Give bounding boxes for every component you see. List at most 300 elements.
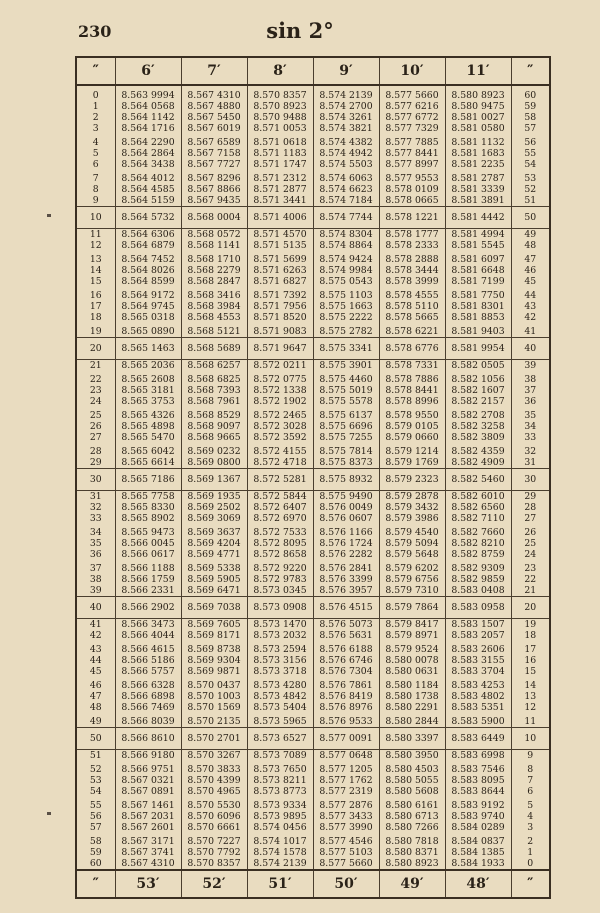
log-sine-value: 8.582 9859 [445,574,511,585]
log-sine-value: 8.567 1461 [115,797,181,811]
log-sine-value: 8.568 1710 [181,251,247,265]
log-sine-value: 8.571 9647 [247,338,313,360]
second-left-label: 0 [76,90,115,101]
log-sine-value: 8.582 1056 [445,371,511,385]
log-sine-value: 8.570 7792 [181,847,247,858]
second-left-label: 4 [76,134,115,148]
second-left-label: 45 [76,666,115,677]
log-sine-value: 8.580 6713 [379,811,445,822]
table-row [76,677,550,691]
log-sine-value: 8.569 9871 [181,666,247,677]
log-sine-value: 8.578 1221 [379,207,445,229]
footer-row [76,870,550,898]
log-sine-value: 8.573 2032 [247,630,313,641]
log-sine-value: 8.578 2888 [379,251,445,265]
header-col-6: 6′ [115,57,181,85]
log-sine-value: 8.584 0289 [445,822,511,833]
log-sine-value: 8.572 9783 [247,574,313,585]
second-right-label: 29 [511,491,550,503]
log-sine-value: 8.569 0800 [181,457,247,469]
log-sine-value: 8.572 8095 [247,538,313,549]
log-sine-value: 8.571 5135 [247,240,313,251]
log-sine-value: 8.572 7533 [247,524,313,538]
log-sine-value: 8.568 2279 [181,265,247,276]
log-sine-value: 8.582 2157 [445,396,511,407]
log-sine-value: 8.570 2135 [181,713,247,728]
log-sine-value: 8.575 3901 [313,360,379,372]
log-sine-value: 8.573 9895 [247,811,313,822]
log-sine-value: 8.568 0004 [181,207,247,229]
log-sine-value: 8.572 4155 [247,443,313,457]
table-row [76,728,550,750]
log-sine-value: 8.583 0408 [445,585,511,597]
log-sine-value: 8.584 0837 [445,833,511,847]
log-sine-value: 8.577 6216 [379,101,445,112]
log-sine-value: 8.568 2847 [181,276,247,287]
log-sine-value: 8.570 8357 [181,858,247,870]
second-right-label: 43 [511,301,550,312]
log-sine-value: 8.574 6623 [313,184,379,195]
log-sine-value: 8.571 6263 [247,265,313,276]
log-sine-value: 8.574 2139 [247,858,313,870]
log-sine-value: 8.565 8330 [115,502,181,513]
second-right-label: 44 [511,287,550,301]
log-sine-value: 8.578 1777 [379,229,445,241]
log-sine-value: 8.583 1507 [445,619,511,631]
log-sine-value: 8.572 6407 [247,502,313,513]
table-row [76,265,550,276]
second-left-label: 24 [76,396,115,407]
log-sine-value: 8.566 8610 [115,728,181,750]
page-title: sin 2° [266,18,334,43]
log-sine-value: 8.574 8864 [313,240,379,251]
second-right-label: 38 [511,371,550,385]
log-sine-value: 8.581 9403 [445,323,511,338]
table-row [76,655,550,666]
log-sine-value: 8.566 8039 [115,713,181,728]
log-sine-value: 8.583 0958 [445,597,511,619]
second-right-label: 18 [511,630,550,641]
log-sine-value: 8.566 2902 [115,597,181,619]
page-number: 230 [78,22,112,41]
header-col-11: 11′ [445,57,511,85]
log-sine-value: 8.580 5055 [379,775,445,786]
log-sine-value: 8.569 9304 [181,655,247,666]
log-sine-value: 8.583 5900 [445,713,511,728]
log-sine-value: 8.582 9309 [445,560,511,574]
log-sine-value: 8.582 4909 [445,457,511,469]
log-sine-value: 8.582 6560 [445,502,511,513]
log-sine-value: 8.567 3741 [115,847,181,858]
log-sine-value: 8.573 4842 [247,691,313,702]
log-sine-value: 8.570 8923 [247,101,313,112]
log-sine-value: 8.565 3181 [115,385,181,396]
log-sine-value: 8.580 3397 [379,728,445,750]
log-sine-value: 8.579 3432 [379,502,445,513]
log-sine-value: 8.570 4399 [181,775,247,786]
second-right-label: 26 [511,524,550,538]
log-sine-value: 8.578 3444 [379,265,445,276]
log-sine-value: 8.583 9192 [445,797,511,811]
log-sine-value: 8.567 2601 [115,822,181,833]
log-sine-value: 8.567 7727 [181,159,247,170]
log-sine-value: 8.569 7605 [181,619,247,631]
log-sine-value: 8.580 8923 [445,90,511,101]
log-sine-value: 8.581 6648 [445,265,511,276]
log-sine-value: 8.565 9473 [115,524,181,538]
second-left-label: 56 [76,811,115,822]
log-sine-value: 8.577 5103 [313,847,379,858]
log-sine-value: 8.582 6010 [445,491,511,503]
log-sine-value: 8.573 0908 [247,597,313,619]
log-sine-value: 8.567 3171 [115,833,181,847]
log-sine-value: 8.579 7310 [379,585,445,597]
second-left-label: 52 [76,761,115,775]
second-left-label: 2 [76,112,115,123]
log-sine-value: 8.582 1607 [445,385,511,396]
log-sine-value: 8.568 6825 [181,371,247,385]
second-left-label: 12 [76,240,115,251]
log-sine-value: 8.570 1003 [181,691,247,702]
log-sine-value: 8.574 2139 [313,90,379,101]
log-sine-value: 8.581 2235 [445,159,511,170]
table-row [76,195,550,207]
second-right-label: 56 [511,134,550,148]
log-sine-value: 8.575 0543 [313,276,379,287]
table-row [76,301,550,312]
table-row [76,360,550,372]
log-sine-value: 8.571 8520 [247,312,313,323]
second-right-label: 6 [511,786,550,797]
log-sine-value: 8.572 0211 [247,360,313,372]
log-sine-value: 8.574 7184 [313,195,379,207]
second-right-label: 24 [511,549,550,560]
second-right-label: 39 [511,360,550,372]
log-sine-value: 8.568 5689 [181,338,247,360]
log-sine-value: 8.580 1184 [379,677,445,691]
table-row [76,170,550,184]
log-sine-value: 8.575 8932 [313,469,379,491]
second-right-label: 17 [511,641,550,655]
second-right-label: 12 [511,702,550,713]
second-right-label: 47 [511,251,550,265]
log-sine-value: 8.569 4204 [181,538,247,549]
log-sine-value: 8.572 9220 [247,560,313,574]
second-right-label: 51 [511,195,550,207]
second-left-label: 54 [76,786,115,797]
second-left-label: 30 [76,469,115,491]
table-row [76,134,550,148]
log-sine-value: 8.571 1183 [247,148,313,159]
log-sine-value: 8.577 0091 [313,728,379,750]
second-right-label: 21 [511,585,550,597]
table-row [76,312,550,323]
second-right-label: 55 [511,148,550,159]
log-sine-value: 8.568 0572 [181,229,247,241]
log-sine-value: 8.575 8373 [313,457,379,469]
log-sine-value: 8.567 6589 [181,134,247,148]
log-sine-value: 8.579 2878 [379,491,445,503]
second-right-label: 27 [511,513,550,524]
header-col-9: 9′ [313,57,379,85]
log-sine-value: 8.579 0105 [379,421,445,432]
second-left-label: 31 [76,491,115,503]
table-row [76,457,550,469]
log-sine-value: 8.564 2290 [115,134,181,148]
footer-col-53: 53′ [115,870,181,898]
log-sine-value: 8.578 8996 [379,396,445,407]
log-sine-value: 8.574 2700 [313,101,379,112]
second-right-label: 25 [511,538,550,549]
table-row [76,432,550,443]
log-sine-value: 8.572 5844 [247,491,313,503]
log-sine-value: 8.566 6328 [115,677,181,691]
log-sine-value: 8.566 3473 [115,619,181,631]
log-sine-value: 8.573 7650 [247,761,313,775]
log-sine-value: 8.573 7089 [247,750,313,762]
table-row [76,207,550,229]
table-row [76,251,550,265]
log-sine-value: 8.565 7758 [115,491,181,503]
log-sine-value: 8.577 8441 [379,148,445,159]
table-row [76,702,550,713]
log-sine-value: 8.583 9740 [445,811,511,822]
table-row [76,560,550,574]
log-sine-value: 8.573 5965 [247,713,313,728]
log-sine-value: 8.581 6097 [445,251,511,265]
log-sine-value: 8.583 4802 [445,691,511,702]
log-sine-value: 8.569 2502 [181,502,247,513]
log-sine-value: 8.564 0568 [115,101,181,112]
second-right-label: 9 [511,750,550,762]
log-sine-value: 8.581 1683 [445,148,511,159]
log-sine-value: 8.582 7110 [445,513,511,524]
log-sine-value: 8.581 2787 [445,170,511,184]
footer-col-51: 51′ [247,870,313,898]
log-sine-value: 8.572 3592 [247,432,313,443]
log-sine-value: 8.575 6696 [313,421,379,432]
log-sine-value: 8.571 1747 [247,159,313,170]
log-sine-value: 8.567 4880 [181,101,247,112]
second-left-label: 48 [76,702,115,713]
second-left-label: 10 [76,207,115,229]
log-sine-value: 8.573 8773 [247,786,313,797]
log-sine-value: 8.573 1470 [247,619,313,631]
log-sine-value: 8.573 6527 [247,728,313,750]
log-sine-value: 8.567 7158 [181,148,247,159]
table-row [76,786,550,797]
second-left-label: 16 [76,287,115,301]
log-sine-value: 8.564 1716 [115,123,181,134]
second-right-label: 57 [511,123,550,134]
log-sine-value: 8.578 8441 [379,385,445,396]
log-sine-value: 8.578 0665 [379,195,445,207]
table-row [76,833,550,847]
log-sine-value: 8.570 2701 [181,728,247,750]
second-right-label: 52 [511,184,550,195]
log-sine-value: 8.579 3986 [379,513,445,524]
log-sine-value: 8.582 5460 [445,469,511,491]
second-left-label: 40 [76,597,115,619]
second-left-label: 43 [76,641,115,655]
log-sine-value: 8.569 3069 [181,513,247,524]
second-left-label: 38 [76,574,115,585]
table-row [76,502,550,513]
log-sine-value: 8.571 4570 [247,229,313,241]
log-sine-value: 8.571 9083 [247,323,313,338]
table-row [76,421,550,432]
log-sine-value: 8.569 8738 [181,641,247,655]
log-sine-value: 8.568 7961 [181,396,247,407]
log-sine-value: 8.569 7038 [181,597,247,619]
log-sine-value: 8.583 8095 [445,775,511,786]
footer-col-50: 50′ [313,870,379,898]
footer-seconds-left: ″ [76,870,115,898]
second-right-label: 60 [511,90,550,101]
second-right-label: 40 [511,338,550,360]
log-sine-value: 8.581 3891 [445,195,511,207]
log-sine-value: 8.570 6661 [181,822,247,833]
log-sine-value: 8.567 8866 [181,184,247,195]
log-sine-value: 8.579 6756 [379,574,445,585]
log-sine-value: 8.577 9553 [379,170,445,184]
table-row [76,641,550,655]
table-row [76,491,550,503]
log-sine-value: 8.567 2031 [115,811,181,822]
log-sine-value: 8.577 7885 [379,134,445,148]
second-right-label: 35 [511,407,550,421]
second-right-label: 53 [511,170,550,184]
log-sine-value: 8.577 0648 [313,750,379,762]
log-sine-value: 8.577 8997 [379,159,445,170]
log-sine-value: 8.565 2608 [115,371,181,385]
log-sine-value: 8.576 7861 [313,677,379,691]
second-left-label: 11 [76,229,115,241]
second-left-label: 37 [76,560,115,574]
second-right-label: 36 [511,396,550,407]
table-row [76,597,550,619]
table-row [76,338,550,360]
log-sine-value: 8.580 8371 [379,847,445,858]
log-sine-value: 8.580 7818 [379,833,445,847]
log-sine-value: 8.568 9665 [181,432,247,443]
log-sine-value: 8.574 1017 [247,833,313,847]
log-sine-value: 8.564 9745 [115,301,181,312]
log-sine-value: 8.572 6970 [247,513,313,524]
log-sine-value: 8.572 2465 [247,407,313,421]
log-sine-value: 8.579 5648 [379,549,445,560]
log-sine-value: 8.568 9097 [181,421,247,432]
table-row [76,858,550,870]
log-sine-value: 8.565 3753 [115,396,181,407]
log-sine-value: 8.565 2036 [115,360,181,372]
log-sine-value: 8.581 8301 [445,301,511,312]
second-left-label: 39 [76,585,115,597]
log-sine-value: 8.568 6257 [181,360,247,372]
table-row [76,549,550,560]
second-left-label: 28 [76,443,115,457]
second-right-label: 5 [511,797,550,811]
log-sine-value: 8.578 5110 [379,301,445,312]
log-sine-value: 8.575 7814 [313,443,379,457]
log-sine-value: 8.576 8976 [313,702,379,713]
table-row [76,101,550,112]
log-sine-value: 8.577 3433 [313,811,379,822]
log-sine-value: 8.565 1463 [115,338,181,360]
table-row [76,666,550,677]
second-right-label: 32 [511,443,550,457]
log-sine-value: 8.583 2057 [445,630,511,641]
table-row [76,123,550,134]
log-sine-value: 8.566 2331 [115,585,181,597]
second-right-label: 11 [511,713,550,728]
log-sine-value: 8.569 4771 [181,549,247,560]
second-left-label: 20 [76,338,115,360]
log-sine-value: 8.581 3339 [445,184,511,195]
second-left-label: 7 [76,170,115,184]
log-sine-value: 8.578 0109 [379,184,445,195]
log-sine-value: 8.567 8296 [181,170,247,184]
footer-seconds-right: ″ [511,870,550,898]
second-left-label: 13 [76,251,115,265]
log-sine-value: 8.581 7199 [445,276,511,287]
second-right-label: 59 [511,101,550,112]
log-sine-value: 8.579 7864 [379,597,445,619]
log-sine-value: 8.577 5660 [313,858,379,870]
second-right-label: 22 [511,574,550,585]
log-sine-value: 8.564 4585 [115,184,181,195]
log-sine-value: 8.575 9490 [313,491,379,503]
second-left-label: 58 [76,833,115,847]
log-sine-value: 8.571 4006 [247,207,313,229]
table-row [76,524,550,538]
log-sine-value: 8.580 8923 [379,858,445,870]
log-sine-value: 8.573 5404 [247,702,313,713]
table-row [76,619,550,631]
log-sine-value: 8.575 3341 [313,338,379,360]
second-left-label: 17 [76,301,115,312]
second-right-label: 16 [511,655,550,666]
log-sine-value: 8.580 5608 [379,786,445,797]
log-sine-value: 8.568 8529 [181,407,247,421]
log-sine-value: 8.570 6096 [181,811,247,822]
log-sine-value: 8.567 9435 [181,195,247,207]
log-sine-value: 8.565 7186 [115,469,181,491]
log-sine-value: 8.577 1205 [313,761,379,775]
table-row [76,385,550,396]
log-sine-value: 8.583 8644 [445,786,511,797]
second-right-label: 23 [511,560,550,574]
second-right-label: 41 [511,323,550,338]
log-sine-value: 8.575 6137 [313,407,379,421]
log-sine-value: 8.579 6202 [379,560,445,574]
log-sine-value: 8.564 8026 [115,265,181,276]
second-left-label: 50 [76,728,115,750]
log-sine-value: 8.564 8599 [115,276,181,287]
second-left-label: 25 [76,407,115,421]
log-sine-value: 8.566 9751 [115,761,181,775]
log-sine-value: 8.564 5732 [115,207,181,229]
log-sine-value: 8.579 4540 [379,524,445,538]
log-sine-value: 8.576 7304 [313,666,379,677]
log-sine-value: 8.581 4994 [445,229,511,241]
log-sine-value: 8.579 8971 [379,630,445,641]
log-sine-value: 8.566 5757 [115,666,181,677]
log-sine-value: 8.583 7546 [445,761,511,775]
log-sine-value: 8.576 1724 [313,538,379,549]
log-sine-value: 8.572 4718 [247,457,313,469]
second-right-label: 14 [511,677,550,691]
